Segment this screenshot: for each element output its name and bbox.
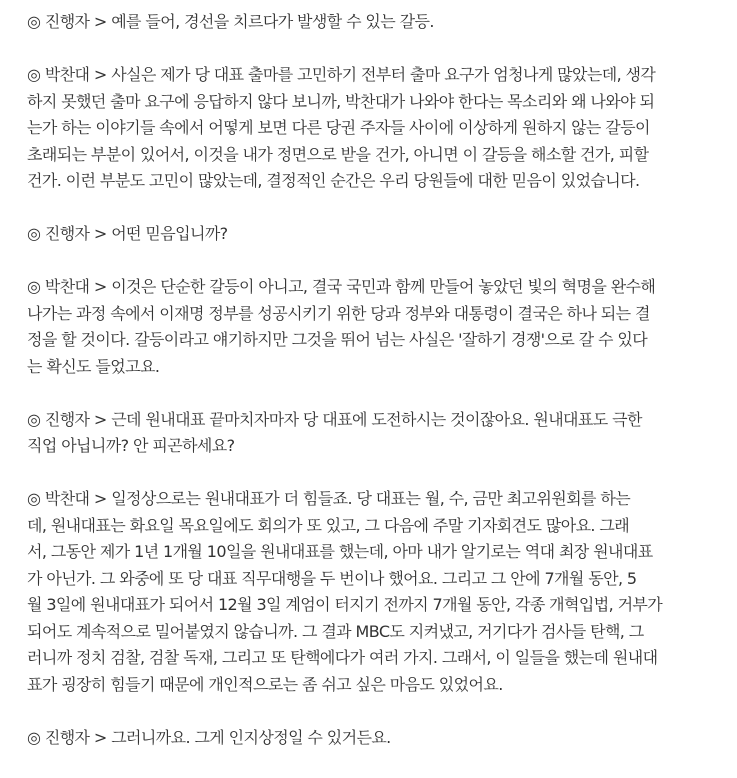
text-line: ◎ 박찬대 > 사실은 제가 당 대표 출마를 고민하기 전부터 출마 요구가 엄청나게 많았는데, 생각 <box>27 65 656 84</box>
text-line: 초래되는 부분이 있어서, 이것을 내가 정면으로 받을 건가, 아니면 이 갈등을 해소할 건가, 피할 <box>27 144 649 164</box>
text-line: 건가. 이런 부분도 고민이 많았는데, 결정적인 순간은 우리 당원들에 대한 믿음이 있었습니다. <box>27 171 640 190</box>
text-line: ◎ 박찬대 > 이것은 단순한 갈등이 아니고, 결국 국민과 함께 만들어 놓았던 빛의 혁명을 완수해 <box>27 277 656 296</box>
text-line: ◎ 진행자 > 근데 원내대표 끝마치자마자 당 대표에 도전하시는 것이잖아요. 원내대표도 극한 <box>27 409 642 429</box>
text-line: 월 3일에 원내대표가 되어서 12월 3일 계엄이 터지기 전까지 7개월 동안, 각종 개혁입법, 거부가 <box>27 595 663 614</box>
text-line: 하지 못했던 출마 요구에 응답하지 않다 보니까, 박찬대가 나와야 한다는 목소리와 왜 나와야 되 <box>27 91 655 111</box>
guest-paragraph <box>27 486 727 698</box>
text-line: 나가는 과정 속에서 이재명 정부를 성공시키기 위한 당과 정부와 대통령이 결국은 하나 되는 결 <box>27 303 650 323</box>
interview-transcript <box>27 9 727 778</box>
host-paragraph <box>27 725 727 752</box>
host-paragraph <box>27 9 727 36</box>
text-line: 데, 원내대표는 화요일 목요일에도 회의가 또 있고, 그 다음에 주말 기자회견도 많아요. 그래 <box>27 515 630 535</box>
text-line: 가 아닌가. 그 와중에 또 당 대표 직무대행을 두 번이나 했어요. 그리고 그 안에 7개월 동안, 5 <box>27 568 637 588</box>
text-line: ◎ 박찬대 > 일정상으로는 원내대표가 더 힘들죠. 당 대표는 월, 수, 금만 최고위원회를 하는 <box>27 489 631 508</box>
guest-paragraph <box>27 62 727 195</box>
host-paragraph <box>27 407 727 460</box>
text-line: 표가 굉장히 힘들기 때문에 개인적으로는 좀 쉬고 싶은 마음도 있었어요. <box>27 674 503 694</box>
guest-paragraph <box>27 274 727 380</box>
text-line: 되어도 계속적으로 밀어붙였지 않습니까. 그 결과 MBC도 지켜냈고, 거기다가 검사들 탄핵, 그 <box>27 621 644 641</box>
text-line: ◎ 진행자 > 어떤 믿음입니까? <box>27 224 228 243</box>
text-line: 정을 할 것이다. 갈등이라고 얘기하지만 그것을 뛰어 넘는 사실은 '잘하기 경쟁'으로 갈 수 있다 <box>27 330 648 349</box>
text-line: ◎ 진행자 > 그러니까요. 그게 인지상정일 수 있거든요. <box>27 727 391 747</box>
text-line: 직업 아닙니까? 안 피곤하세요? <box>27 436 235 455</box>
text-line: ◎ 진행자 > 예를 들어, 경선을 치르다가 발생할 수 있는 갈등. <box>27 12 434 31</box>
text-line: 는가 하는 이야기들 속에서 어떻게 보면 다른 당권 주자들 사이에 이상하게 원하지 않는 갈등이 <box>27 118 650 137</box>
text-line: 서, 그동안 제가 1년 1개월 10일을 원내대표를 했는데, 아마 내가 알기로는 역대 최장 원내대표 <box>27 542 653 561</box>
text-line: 러니까 정치 검찰, 검찰 독재, 그리고 또 탄핵에다가 여러 가지. 그래서, 이 일들을 했는데 원내대 <box>27 648 658 667</box>
host-paragraph <box>27 221 727 248</box>
text-line: 는 확신도 들었고요. <box>27 356 160 376</box>
